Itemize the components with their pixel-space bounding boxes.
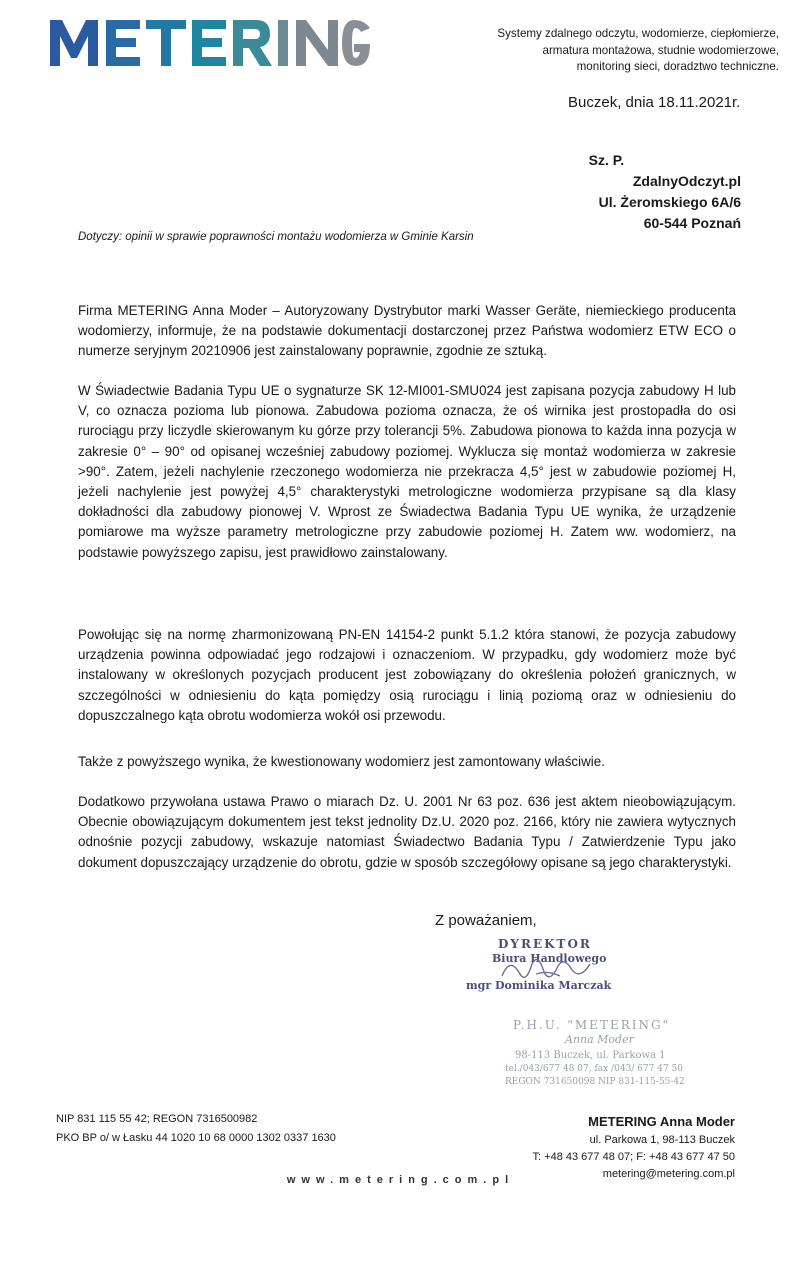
footer-registration [56, 1110, 336, 1148]
company-tagline [439, 26, 779, 76]
footer-company-name: METERING Anna Moder [588, 1114, 735, 1129]
tagline-line: armatura montażowa, studnie wodomierzowe, [542, 43, 779, 57]
footer-bank-account: PKO BP o/ w Łasku 44 1020 10 68 0000 1302 0337 1630 [56, 1132, 336, 1144]
recipient-name: ZdalnyOdczyt.pl [632, 173, 741, 189]
stamp-line: P.H.U. "METERING" [513, 1018, 671, 1032]
stamp-line: Biura Handlowego [492, 952, 607, 965]
body-paragraph: W Świadectwie Badania Typu UE o sygnaturze SK 12-MI001-SMU024 jest zapisana pozycja zabudowy H lub V, co oznacza pozioma lub pionowa. Zabudowa pozioma oznacza, że oś wirnika jest prostopadła do osi rurociągu przy liczydle skierowanym ku górze przy tolerancji 5%. Zabudowa pionowa to każda inna pozycja w zakresie 0° – 90° od opisanej wcześniej zabudowy poziomej. Wyklucza się montaż wodomierza w zakresie >90°. Zatem, jeżeli nachylenie rzeczonego wodomierza nie przekracza 4,5° jest w zabudowie poziomej H, jeżeli nachylenie jest powyżej 4,5° charakterystyki metrologiczne wodomierza przypisane są dla klasy dokładności dla zabudowy pionowej V. Wprost ze Świadectwa Badania Typu UE wynika, że urządzenie pomiarowe ma wyższe parametry metrologiczne przy zabudowie poziomej H. Zatem ww. wodomierz, na podstawie powyższego zapisu, jest prawidłowo zainstalowany. [78, 383, 736, 560]
closing-phrase: Z poważaniem, [435, 912, 537, 929]
body-paragraph: Powołując się na normę zharmonizowaną PN-EN 14154-2 punkt 5.1.2 która stanowi, że pozycja zabudowy urządzenia powinna odpowiadać jego rodzajowi i oznaczeniom. W przypadku, gdy wodomierz może być instalowany w określonych pozycjach producent jest zobowiązany do określenia położeń granicznych, w szczególności w odniesieniu do kąta pomiędzy osią rurociągu i linią poziomą oraz w odniesieniu do dopuszczalnego kąta obrotu wodomierza wokół osi przewodu. [78, 627, 736, 723]
stamp-line: REGON 731650098 NIP 831-115-55-42 [505, 1077, 685, 1087]
footer-address: ul. Parkowa 1, 98-113 Buczek [589, 1134, 735, 1146]
stamp-line: mgr Dominika Marczak [466, 979, 612, 992]
city-date: Buczek, dnia 18.11.2021r. [568, 94, 741, 111]
stamp-line: DYREKTOR [498, 937, 592, 951]
recipient-postal-city: 60-544 Poznań [643, 215, 741, 231]
body-paragraph: Firma METERING Anna Moder – Autoryzowany Dystrybutor marki Wasser Geräte, niemieckiego producenta wodomierzy, informuje, że na podstawie dokumentacji dostarczonej przez Państwa wodomierz ETW ECO o numerze seryjnym 20210906 jest zainstalowany poprawnie, zgodnie ze sztuką. [78, 303, 736, 359]
recipient-street: Ul. Żeromskiego 6A/6 [598, 194, 741, 210]
stamp-line: tel./043/677 48 07, fax /043/ 677 47 50 [505, 1064, 683, 1074]
footer-phones: T: +48 43 677 48 07; F: +48 43 677 47 50 [532, 1151, 735, 1163]
stamp-line: 98-113 Buczek, ul. Parkowa 1 [515, 1050, 666, 1061]
footer-nip-regon: NIP 831 115 55 42; REGON 7316500982 [56, 1113, 258, 1125]
signature-stamp [440, 934, 640, 1004]
letter-subject: Dotyczy: opinii w sprawie poprawności montażu wodomierza w Gminie Karsin [78, 231, 474, 243]
recipient-address [588, 150, 741, 234]
footer-website[interactable]: www.metering.com.pl [286, 1174, 515, 1186]
tagline-line: Systemy zdalnego odczytu, wodomierze, ciepłomierze, [497, 27, 779, 40]
footer-email[interactable]: metering@metering.com.pl [602, 1168, 735, 1180]
recipient-salutation: Sz. P. [588, 152, 625, 168]
metering-logo [48, 14, 378, 70]
tagline-line: monitoring sieci, doradztwo techniczne. [576, 60, 779, 73]
body-paragraph: Także z powyższego wynika, że kwestionowany wodomierz jest zamontowany właściwie. [78, 754, 605, 769]
company-stamp [505, 1015, 720, 1095]
footer-contact [533, 1112, 735, 1183]
body-paragraph: Dodatkowo przywołana ustawa Prawo o miarach Dz. U. 2001 Nr 63 poz. 636 jest aktem nieobowiązującym. Obecnie obowiązującym dokumentem jest tekst jednolity Dz.U. 2020 poz. 2166, który nie zawiera wytycznych odnośnie pozycji zabudowy, wskazuje natomiast Świadectwo Badania Typu / Zatwierdzenie Typu jako dokument dopuszczający urządzenie do obrotu, gdzie w sposób szczegółowy opisane są jego charakterystyki. [78, 794, 736, 870]
stamp-line: Anna Moder [565, 1033, 634, 1046]
